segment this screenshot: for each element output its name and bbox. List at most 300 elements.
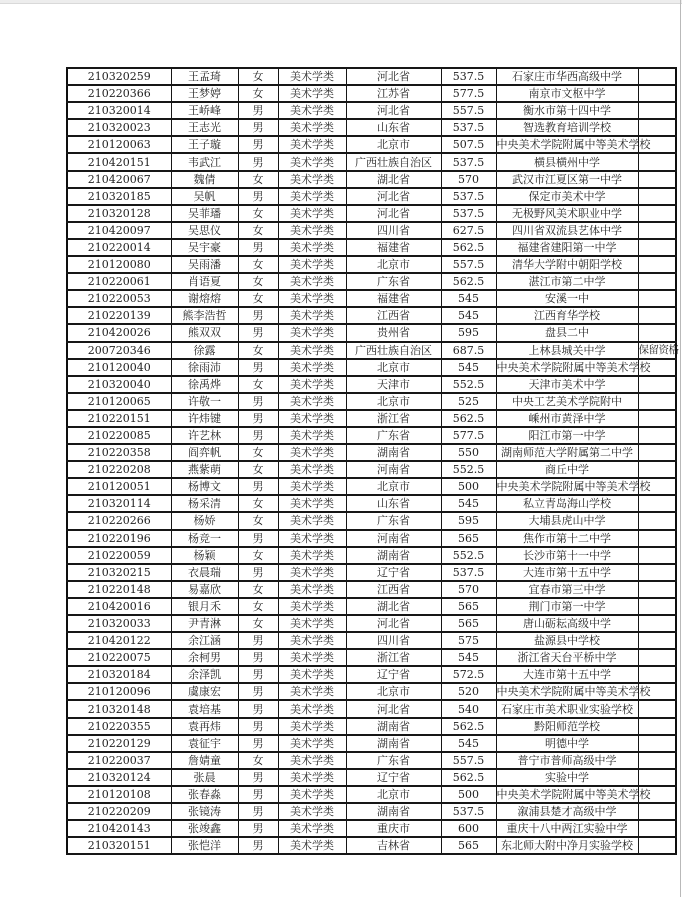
cell-candidate_id: 200720346 [67,342,171,359]
cell-school: 大连市第十五中学 [496,564,638,581]
cell-school: 清华大学附中朝阳学校 [496,256,638,273]
table-row [67,342,676,359]
page-top-edge [0,0,682,4]
cell-score: 562.5 [441,273,496,290]
table-row [67,735,676,752]
table-row [67,632,676,649]
cell-gender: 男 [238,153,278,170]
cell-gender: 男 [238,803,278,820]
cell-candidate_id: 210220358 [67,444,171,461]
cell-category: 美术学类 [278,769,346,786]
cell-candidate_id: 210120063 [67,136,171,153]
table-row [67,376,676,393]
cell-gender: 男 [238,393,278,410]
cell-category: 美术学类 [278,102,346,119]
cell-gender: 女 [238,512,278,529]
cell-school: 江西育华学校 [496,307,638,324]
cell-school: 中央美术学院附属中等美术学校 [496,136,638,153]
cell-remark [638,581,676,598]
cell-gender: 男 [238,735,278,752]
cell-province: 北京市 [346,359,441,376]
cell-category: 美术学类 [278,530,346,547]
cell-province: 北京市 [346,786,441,803]
cell-school: 宜春市第三中学 [496,581,638,598]
cell-name: 詹婧童 [171,752,238,769]
cell-remark [638,376,676,393]
cell-remark [638,837,676,854]
cell-score: 565 [441,837,496,854]
cell-gender: 女 [238,461,278,478]
cell-candidate_id: 210120065 [67,393,171,410]
cell-gender: 女 [238,171,278,188]
table-row [67,512,676,529]
cell-score: 595 [441,324,496,341]
cell-candidate_id: 210320128 [67,205,171,222]
cell-category: 美术学类 [278,512,346,529]
cell-score: 520 [441,683,496,700]
cell-province: 广东省 [346,752,441,769]
cell-school: 普宁市普师高级中学 [496,752,638,769]
cell-remark [638,324,676,341]
cell-category: 美术学类 [278,273,346,290]
cell-remark [638,666,676,683]
cell-remark [638,153,676,170]
cell-category: 美术学类 [278,68,346,85]
cell-gender: 女 [238,444,278,461]
cell-name: 张镜涛 [171,803,238,820]
cell-school: 盐源县中学校 [496,632,638,649]
cell-score: 562.5 [441,769,496,786]
cell-category: 美术学类 [278,307,346,324]
cell-score: 525 [441,393,496,410]
cell-score: 557.5 [441,256,496,273]
cell-name: 许炜键 [171,410,238,427]
cell-candidate_id: 210220196 [67,530,171,547]
cell-score: 545 [441,649,496,666]
cell-name: 吴雨潘 [171,256,238,273]
cell-name: 尹青淋 [171,615,238,632]
cell-province: 福建省 [346,239,441,256]
cell-candidate_id: 210220209 [67,803,171,820]
cell-province: 河南省 [346,461,441,478]
cell-school: 中央美术学院附属中等美术学校 [496,683,638,700]
cell-gender: 男 [238,769,278,786]
table-row [67,786,676,803]
table-row [67,718,676,735]
cell-gender: 男 [238,564,278,581]
cell-score: 557.5 [441,752,496,769]
cell-remark [638,495,676,512]
cell-category: 美术学类 [278,461,346,478]
cell-school: 安溪一中 [496,290,638,307]
cell-gender: 男 [238,530,278,547]
cell-score: 537.5 [441,68,496,85]
cell-name: 余柯男 [171,649,238,666]
cell-province: 四川省 [346,632,441,649]
cell-province: 山东省 [346,495,441,512]
cell-gender: 男 [238,410,278,427]
cell-name: 杨竞一 [171,530,238,547]
cell-province: 河南省 [346,530,441,547]
cell-category: 美术学类 [278,837,346,854]
cell-score: 562.5 [441,410,496,427]
cell-remark [638,718,676,735]
cell-score: 595 [441,512,496,529]
cell-school: 唐山砺耘高级中学 [496,615,638,632]
cell-school: 石家庄市美术职业实验学校 [496,700,638,717]
cell-remark [638,803,676,820]
cell-name: 张春淼 [171,786,238,803]
cell-gender: 女 [238,581,278,598]
cell-category: 美术学类 [278,188,346,205]
cell-category: 美术学类 [278,205,346,222]
cell-province: 湖南省 [346,444,441,461]
cell-gender: 男 [238,632,278,649]
cell-name: 王志光 [171,119,238,136]
cell-candidate_id: 210420122 [67,632,171,649]
table-row [67,530,676,547]
cell-province: 广东省 [346,512,441,529]
cell-gender: 男 [238,700,278,717]
table-row [67,68,676,85]
cell-school: 嵊州市黄泽中学 [496,410,638,427]
cell-gender: 男 [238,820,278,837]
cell-gender: 男 [238,837,278,854]
cell-province: 河北省 [346,615,441,632]
cell-remark [638,564,676,581]
cell-school: 浙江省天台平桥中学 [496,649,638,666]
table-row [67,752,676,769]
cell-category: 美术学类 [278,564,346,581]
cell-score: 552.5 [441,547,496,564]
candidate-roster-table [66,67,677,855]
cell-school: 长沙市第十一中学 [496,547,638,564]
cell-province: 河北省 [346,188,441,205]
cell-score: 552.5 [441,376,496,393]
cell-candidate_id: 210420026 [67,324,171,341]
page-right-edge [680,0,681,897]
cell-remark [638,307,676,324]
cell-candidate_id: 210220053 [67,290,171,307]
cell-gender: 女 [238,222,278,239]
cell-province: 湖南省 [346,803,441,820]
cell-name: 熊李浩哲 [171,307,238,324]
cell-candidate_id: 210220059 [67,547,171,564]
cell-candidate_id: 210420067 [67,171,171,188]
cell-province: 广东省 [346,427,441,444]
cell-gender: 女 [238,495,278,512]
cell-name: 熊双双 [171,324,238,341]
cell-category: 美术学类 [278,376,346,393]
cell-remark [638,188,676,205]
cell-category: 美术学类 [278,632,346,649]
cell-province: 江苏省 [346,85,441,102]
cell-candidate_id: 210120096 [67,683,171,700]
cell-school: 湛江市第二中学 [496,273,638,290]
cell-remark [638,102,676,119]
cell-school: 智选教育培训学校 [496,119,638,136]
cell-remark [638,598,676,615]
cell-score: 575 [441,632,496,649]
cell-category: 美术学类 [278,256,346,273]
cell-name: 王子璇 [171,136,238,153]
cell-candidate_id: 210120051 [67,478,171,495]
cell-score: 570 [441,581,496,598]
cell-score: 537.5 [441,119,496,136]
cell-remark [638,393,676,410]
table-row [67,136,676,153]
table-row [67,102,676,119]
cell-gender: 男 [238,188,278,205]
cell-province: 山东省 [346,119,441,136]
cell-province: 北京市 [346,136,441,153]
cell-candidate_id: 210120080 [67,256,171,273]
cell-score: 572.5 [441,666,496,683]
cell-name: 张晨 [171,769,238,786]
cell-category: 美术学类 [278,615,346,632]
cell-remark [638,512,676,529]
cell-category: 美术学类 [278,444,346,461]
cell-score: 545 [441,290,496,307]
cell-school: 重庆十八中两江实验中学 [496,820,638,837]
cell-province: 北京市 [346,256,441,273]
cell-score: 545 [441,735,496,752]
cell-province: 重庆市 [346,820,441,837]
cell-remark [638,530,676,547]
cell-candidate_id: 210120040 [67,359,171,376]
cell-candidate_id: 210420143 [67,820,171,837]
cell-remark [638,222,676,239]
cell-candidate_id: 210320124 [67,769,171,786]
cell-remark [638,256,676,273]
cell-school: 中央美术学院附属中等美术学校 [496,786,638,803]
cell-candidate_id: 210320215 [67,564,171,581]
cell-category: 美术学类 [278,718,346,735]
cell-candidate_id: 210120108 [67,786,171,803]
cell-candidate_id: 210220061 [67,273,171,290]
cell-category: 美术学类 [278,359,346,376]
cell-score: 507.5 [441,136,496,153]
cell-score: 562.5 [441,718,496,735]
cell-score: 570 [441,171,496,188]
cell-score: 550 [441,444,496,461]
cell-remark [638,68,676,85]
cell-gender: 男 [238,427,278,444]
cell-score: 537.5 [441,188,496,205]
cell-name: 肖语夏 [171,273,238,290]
cell-school: 武汉市江夏区第一中学 [496,171,638,188]
cell-gender: 男 [238,307,278,324]
cell-candidate_id: 210320184 [67,666,171,683]
cell-name: 王孟琦 [171,68,238,85]
cell-gender: 男 [238,666,278,683]
table-row [67,666,676,683]
table-row [67,205,676,222]
cell-remark [638,461,676,478]
cell-score: 545 [441,359,496,376]
table-row [67,222,676,239]
cell-school: 焦作市第十二中学 [496,530,638,547]
cell-name: 燕紫萌 [171,461,238,478]
cell-gender: 女 [238,205,278,222]
cell-school: 衡水市第十四中学 [496,102,638,119]
cell-school: 明德中学 [496,735,638,752]
cell-category: 美术学类 [278,735,346,752]
cell-candidate_id: 210220129 [67,735,171,752]
cell-gender: 男 [238,359,278,376]
table-row [67,444,676,461]
cell-category: 美术学类 [278,700,346,717]
cell-score: 537.5 [441,803,496,820]
cell-category: 美术学类 [278,290,346,307]
cell-province: 浙江省 [346,410,441,427]
cell-candidate_id: 210320040 [67,376,171,393]
table-row [67,85,676,102]
cell-school: 实验中学 [496,769,638,786]
table-row [67,649,676,666]
table-row [67,547,676,564]
cell-school: 盘县二中 [496,324,638,341]
cell-remark [638,119,676,136]
cell-remark [638,205,676,222]
cell-category: 美术学类 [278,649,346,666]
cell-category: 美术学类 [278,324,346,341]
cell-remark [638,290,676,307]
cell-candidate_id: 210220014 [67,239,171,256]
cell-province: 福建省 [346,290,441,307]
cell-name: 余泽凯 [171,666,238,683]
table-row [67,700,676,717]
cell-gender: 女 [238,547,278,564]
cell-remark [638,444,676,461]
cell-province: 广西壮族自治区 [346,153,441,170]
cell-school: 中央美术学院附属中等美术学校 [496,478,638,495]
cell-school: 福建省建阳第一中学 [496,239,638,256]
cell-candidate_id: 210220208 [67,461,171,478]
cell-province: 辽宁省 [346,666,441,683]
cell-score: 562.5 [441,239,496,256]
table-row [67,769,676,786]
cell-score: 537.5 [441,564,496,581]
cell-province: 江西省 [346,581,441,598]
cell-province: 湖北省 [346,171,441,188]
cell-school: 保定市美术中学 [496,188,638,205]
cell-gender: 男 [238,718,278,735]
cell-score: 537.5 [441,153,496,170]
cell-remark [638,769,676,786]
cell-name: 徐雨沛 [171,359,238,376]
cell-province: 天津市 [346,376,441,393]
cell-province: 广西壮族自治区 [346,342,441,359]
cell-gender: 女 [238,615,278,632]
cell-school: 黔阳师范学校 [496,718,638,735]
cell-name: 杨采清 [171,495,238,512]
cell-remark [638,239,676,256]
cell-score: 552.5 [441,461,496,478]
cell-school: 上林县城关中学 [496,342,638,359]
cell-category: 美术学类 [278,171,346,188]
cell-category: 美术学类 [278,581,346,598]
cell-candidate_id: 210320033 [67,615,171,632]
cell-school: 无极野风美术职业中学 [496,205,638,222]
table-row [67,188,676,205]
table-row [67,290,676,307]
cell-category: 美术学类 [278,752,346,769]
cell-remark [638,171,676,188]
cell-province: 浙江省 [346,649,441,666]
cell-name: 虞康宏 [171,683,238,700]
cell-gender: 女 [238,376,278,393]
table-row [67,119,676,136]
cell-name: 杨博文 [171,478,238,495]
cell-remark [638,700,676,717]
cell-name: 魏倩 [171,171,238,188]
cell-school: 南京市文枢中学 [496,85,638,102]
cell-remark [638,649,676,666]
cell-school: 石家庄市华西高级中学 [496,68,638,85]
cell-score: 577.5 [441,85,496,102]
cell-school: 私立青岛海山学校 [496,495,638,512]
cell-score: 557.5 [441,102,496,119]
table-row [67,359,676,376]
cell-school: 溆浦县楚才高级中学 [496,803,638,820]
cell-remark [638,632,676,649]
cell-remark: 保留资格 [638,342,676,359]
cell-province: 湖北省 [346,598,441,615]
cell-category: 美术学类 [278,136,346,153]
cell-category: 美术学类 [278,410,346,427]
cell-school: 中央美术学院附属中等美术学校 [496,359,638,376]
cell-candidate_id: 210420151 [67,153,171,170]
cell-score: 500 [441,786,496,803]
table-row [67,598,676,615]
cell-name: 袁征宇 [171,735,238,752]
cell-gender: 男 [238,786,278,803]
cell-province: 湖南省 [346,735,441,752]
cell-school: 阳江市第一中学 [496,427,638,444]
cell-province: 河北省 [346,700,441,717]
cell-candidate_id: 210220075 [67,649,171,666]
table-row [67,461,676,478]
cell-school: 天津市美术中学 [496,376,638,393]
cell-score: 545 [441,495,496,512]
cell-name: 杨颖 [171,547,238,564]
cell-category: 美术学类 [278,427,346,444]
table-row [67,478,676,495]
cell-gender: 女 [238,273,278,290]
cell-school: 大连市第十五中学 [496,666,638,683]
cell-gender: 女 [238,598,278,615]
cell-category: 美术学类 [278,393,346,410]
table-row [67,564,676,581]
cell-category: 美术学类 [278,683,346,700]
cell-name: 许敬一 [171,393,238,410]
roster-body [67,68,679,854]
cell-province: 辽宁省 [346,564,441,581]
cell-school: 横县横州中学 [496,153,638,170]
cell-category: 美术学类 [278,547,346,564]
cell-candidate_id: 210220355 [67,718,171,735]
table-row [67,803,676,820]
cell-score: 687.5 [441,342,496,359]
cell-gender: 男 [238,239,278,256]
table-row [67,427,676,444]
table-row [67,410,676,427]
cell-school: 湖南师范大学附属第二中学 [496,444,638,461]
cell-name: 王峤峰 [171,102,238,119]
cell-remark [638,273,676,290]
cell-candidate_id: 210320023 [67,119,171,136]
